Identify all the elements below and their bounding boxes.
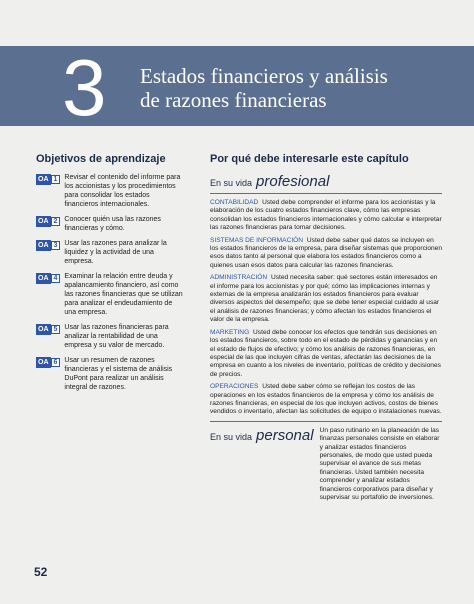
paragraph-marketing <box>210 329 442 379</box>
paragraph-text: Usted debe saber qué datos se incluyen en los estados financieros de la empresa, para diseñar sistemas que proporcionen esos datos tanto al personal que elabora los estados financieros como a quienes usan esos datos para calcular las razones financieras. <box>210 236 443 269</box>
oa-badge <box>36 357 60 368</box>
chapter-title-line1: Estados financieros y análisis <box>140 64 388 88</box>
keyword: SISTEMAS DE INFORMACIÓN <box>210 236 304 244</box>
vida-profesional-word: profesional <box>256 173 330 190</box>
oa-number: 4 <box>51 274 61 283</box>
oa-badge <box>36 324 60 335</box>
paragraph-sistemas <box>210 237 442 271</box>
objective-item <box>36 272 184 317</box>
oa-label: OA <box>38 275 49 282</box>
paragraph-text: Usted debe saber cómo se reflejan los costos de las operaciones en los estados financieros de la empresa y cómo los análisis de razones financieras, en especial de los que incluyen activos, costos de bienes vendidos o inventario, afectan las solicitudes de equipo o instalaciones nuevas. <box>210 383 442 416</box>
oa-badge <box>36 273 60 284</box>
objective-text: Usar las razones para analizar la liquidez y la actividad de una empresa. <box>64 240 167 265</box>
paragraph-contabilidad <box>210 199 442 233</box>
personal-text: Un paso rutinario en la planeación de las finanzas personales consiste en elaborar y analizar estados financieros personales, de modo que usted pueda supervisar el avance de sus metas financieras. Usted también necesita comprender y analizar estados financieros corporativos para diseñar y supervisar su portafolio de inversiones. <box>319 426 440 501</box>
objective-text: Conocer quién usa las razones financieras y cómo. <box>64 216 161 232</box>
section-divider <box>210 193 442 194</box>
objectives-column <box>36 153 184 398</box>
objective-item <box>36 323 184 350</box>
oa-number: 3 <box>51 241 61 250</box>
keyword: MARKETING <box>210 328 250 336</box>
oa-label: OA <box>38 176 49 183</box>
oa-label: OA <box>38 326 49 333</box>
oa-number: 6 <box>51 358 61 367</box>
objective-text: Usar las razones financieras para analizar la rentabilidad de una empresa y su valor de mercado. <box>64 324 169 349</box>
objective-text: Examinar la relación entre deuda y apalancamiento financiero, así como las razones financieras que se utilizan para analizar el endeudamiento de una empresa. <box>64 273 183 316</box>
oa-number: 5 <box>51 325 61 334</box>
objective-text: Usar un resumen de razones financieras y el sistema de análisis DuPont para realizar un análisis integral de razones. <box>64 357 173 391</box>
keyword: ADMINISTRACIÓN <box>210 274 268 282</box>
vida-label: En su vida <box>210 178 253 188</box>
why-column <box>210 153 442 502</box>
objectives-heading: Objetivos de aprendizaje <box>36 153 166 165</box>
why-heading: Por qué debe interesarle este capítulo <box>210 153 409 165</box>
oa-label: OA <box>38 359 49 366</box>
paragraph-operaciones <box>210 383 442 417</box>
vida-personal-heading <box>210 427 314 444</box>
chapter-title <box>140 64 460 112</box>
objective-item <box>36 356 184 392</box>
chapter-title-line2: de razones financieras <box>140 88 327 112</box>
oa-badge <box>36 174 60 185</box>
vida-profesional-heading <box>210 173 442 190</box>
objective-item <box>36 239 184 266</box>
oa-label: OA <box>38 218 49 225</box>
paragraph-text: Usted debe comprender el informe para los accionistas y la elaboración de los cuatro estados financieros clave, cómo las empresas consolidan los estados financieros internacionales y cómo calcular e interpretar las razones financieras para tomar decisiones. <box>210 199 442 232</box>
oa-number: 1 <box>51 175 61 184</box>
page-number: 52 <box>34 565 48 579</box>
paragraph-text: Usted debe conocer los efectos que tendrán sus decisiones en los estados financieros, sobre todo en el estado de pérdidas y ganancias y en el estado de flujos de efectivo; y cómo los análisis de razones financieras, en especial de las que incluyen cifras de ventas, afectarán las decisiones de la empresa en cuanto a los niveles de inventario, políticas de crédito y decisiones de precios. <box>210 328 441 378</box>
vida-personal-word: personal <box>256 426 314 444</box>
objective-item <box>36 215 184 233</box>
vida-label: En su vida <box>210 431 253 442</box>
section-divider <box>210 421 442 422</box>
paragraph-text: Usted necesita saber: qué sectores están interesados en el informe para los accionistas y por qué; cómo las implicaciones internas y externas de la empresa analizarán los estados financieros para evaluar diversos aspectos del desempeño; que se debe tener especial cuidado al usar el análisis de razones financieras; y cómo afectan los estados financieros el valor de la empresa. <box>210 274 440 324</box>
paragraph-administracion <box>210 274 442 324</box>
chapter-number: 3 <box>62 43 107 132</box>
oa-number: 2 <box>51 217 61 226</box>
vida-personal-block <box>210 427 442 503</box>
keyword: CONTABILIDAD <box>210 199 259 206</box>
objective-text: Revisar el contenido del informe para los accionistas y los procedimientos para consolidar los estados financieros internacionales. <box>64 174 181 208</box>
oa-badge <box>36 216 60 227</box>
keyword: OPERACIONES <box>210 383 259 391</box>
objective-item <box>36 173 184 209</box>
oa-label: OA <box>38 242 49 249</box>
oa-badge <box>36 240 60 251</box>
